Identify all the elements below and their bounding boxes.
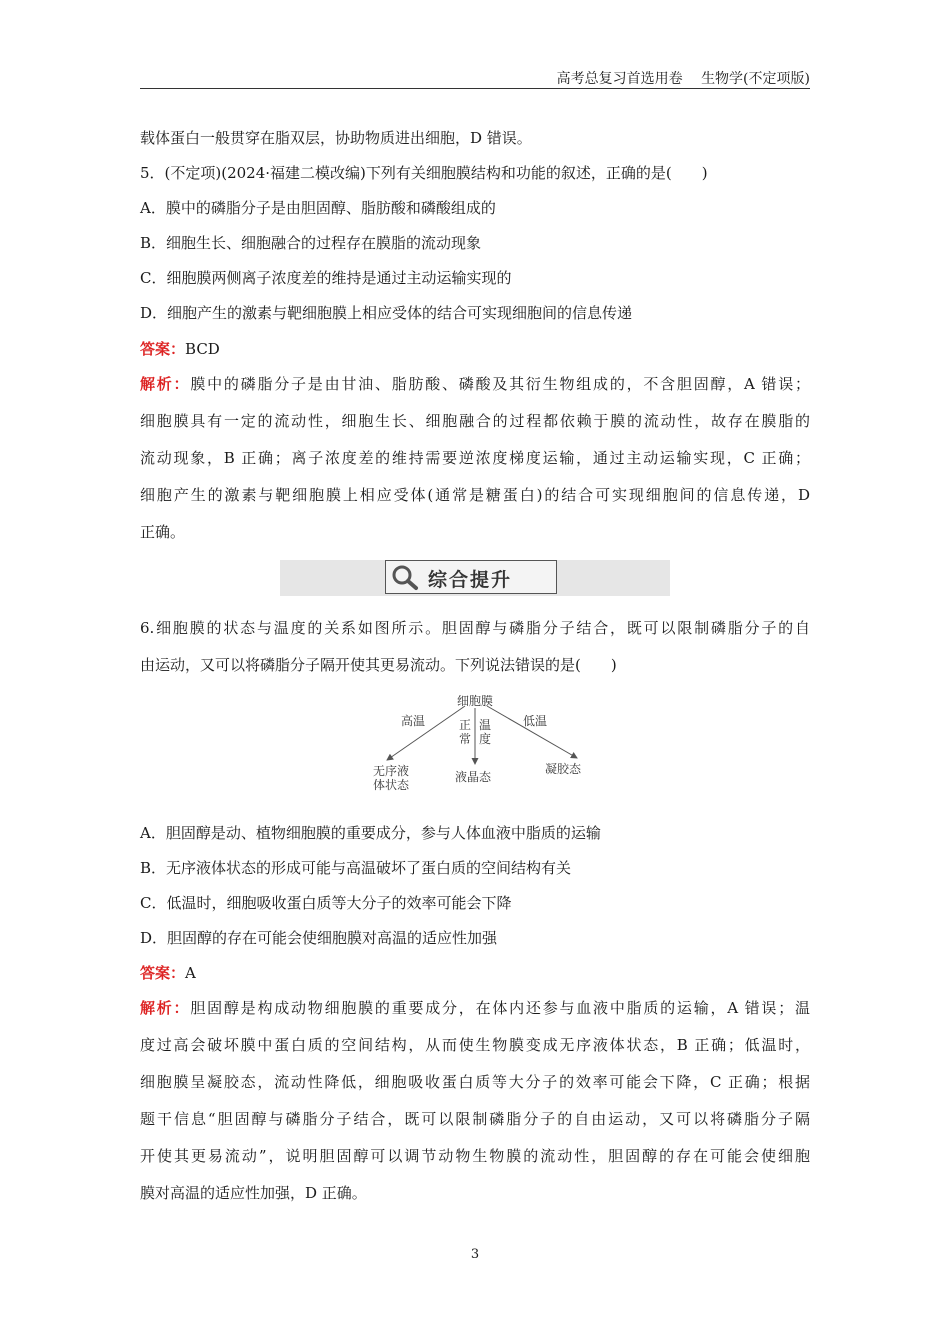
analysis-5-line-1: 解析：膜中的磷脂分子是由甘油、脂肪酸、磷酸及其衍生物组成的，不含胆固醇，A 错误； [140, 375, 810, 393]
analysis-6-line-2: 度过高会破坏膜中蛋白质的空间结构，从而使生物膜变成无序液体状态，B 正确；低温时， [140, 1036, 810, 1054]
diagram-high-temp-label: 高温 [401, 714, 426, 728]
analysis-5-line-3: 流动现象，B 正确；离子浓度差的维持需要逆浓度梯度运输，通过主动运输实现，C 正确； [140, 449, 810, 467]
magnifier-icon [390, 563, 420, 591]
diagram-center-node: 细胞膜 [457, 694, 494, 708]
answer-label: 答案： [140, 964, 186, 982]
diagram-gel-node: 凝胶态 [545, 762, 582, 776]
option-5d: D．细胞产生的激素与靶细胞膜上相应受体的结合可实现细胞间的信息传递 [140, 304, 633, 322]
analysis-5-line-2: 细胞膜具有一定的流动性，细胞生长、细胞融合的过程都依赖于膜的流动性，故存在膜脂的 [140, 412, 810, 430]
diagram-liquid-crystal-node: 液晶态 [455, 770, 492, 784]
diagram-low-temp-label: 低温 [523, 714, 548, 728]
answer-value: BCD [185, 340, 220, 358]
option-5b: B．细胞生长、细胞融合的过程存在膜脂的流动现象 [140, 234, 482, 252]
text-line: 载体蛋白一般贯穿在脂双层，协助物质进出细胞，D 错误。 [140, 129, 532, 147]
option-5c: C．细胞膜两侧离子浓度差的维持是通过主动运输实现的 [140, 269, 512, 287]
analysis-label: 解析： [140, 375, 191, 393]
header-subject: 生物学(不定项版) [701, 71, 810, 87]
diagram-temperature-label: 温度 [479, 718, 492, 746]
analysis-6-line-3: 细胞膜呈凝胶态，流动性降低，细胞吸收蛋白质等大分子的效率可能会下降，C 正确；根据 [140, 1073, 810, 1091]
answer-6 [140, 963, 196, 983]
question-5-stem: 5．(不定项)(2024·福建二模改编)下列有关细胞膜结构和功能的叙述，正确的是( ) [140, 164, 708, 182]
question-6-stem-line-1: 6.细胞膜的状态与温度的关系如图所示。胆固醇与磷脂分子结合，既可以限制磷脂分子的自 [140, 619, 810, 637]
question-6-stem-line-2: 由运动，又可以将磷脂分子隔开使其更易流动。下列说法错误的是( ) [140, 656, 617, 674]
banner-box [385, 560, 557, 594]
option-6d: D．胆固醇的存在可能会使细胞膜对高温的适应性加强 [140, 929, 498, 947]
banner-title: 综合提升 [428, 569, 513, 591]
page-number: 3 [470, 1247, 480, 1262]
option-5a: A．膜中的磷脂分子是由胆固醇、脂肪酸和磷酸组成的 [140, 199, 496, 217]
section-banner [280, 560, 670, 596]
option-6a: A．胆固醇是动、植物细胞膜的重要成分，参与人体血液中脂质的运输 [140, 824, 601, 842]
analysis-6-line-6: 膜对高温的适应性加强，D 正确。 [140, 1184, 367, 1202]
diagram-disordered-node: 无序液 体状态 [373, 764, 410, 792]
diagram-normal-label: 正常 [459, 718, 472, 746]
analysis-6-line-5: 开使其更易流动”，说明胆固醇可以调节动物生物膜的流动性，胆固醇的存在可能会使细胞 [140, 1147, 810, 1165]
analysis-label: 解析： [140, 999, 191, 1017]
analysis-6-line-1: 解析：胆固醇是构成动物细胞膜的重要成分，在体内还参与血液中脂质的运输，A 错误；温 [140, 999, 810, 1017]
analysis-5-line-4: 细胞产生的激素与靶细胞膜上相应受体(通常是糖蛋白)的结合可实现细胞间的信息传递，D [140, 486, 810, 504]
header-book-title: 高考总复习首选用卷 [556, 71, 683, 87]
answer-5 [140, 339, 220, 359]
analysis-5-line-5: 正确。 [140, 523, 186, 541]
analysis-6-line-4: 题干信息“胆固醇与磷脂分子结合，既可以限制磷脂分子的自由运动，又可以将磷脂分子隔 [140, 1110, 810, 1128]
option-6c: C．低温时，细胞吸收蛋白质等大分子的效率可能会下降 [140, 894, 512, 912]
answer-value: A [185, 964, 196, 982]
membrane-state-diagram [365, 690, 605, 800]
answer-label: 答案： [140, 340, 186, 358]
option-6b: B．无序液体状态的形成可能与高温破坏了蛋白质的空间结构有关 [140, 859, 572, 877]
page-header [140, 68, 810, 89]
